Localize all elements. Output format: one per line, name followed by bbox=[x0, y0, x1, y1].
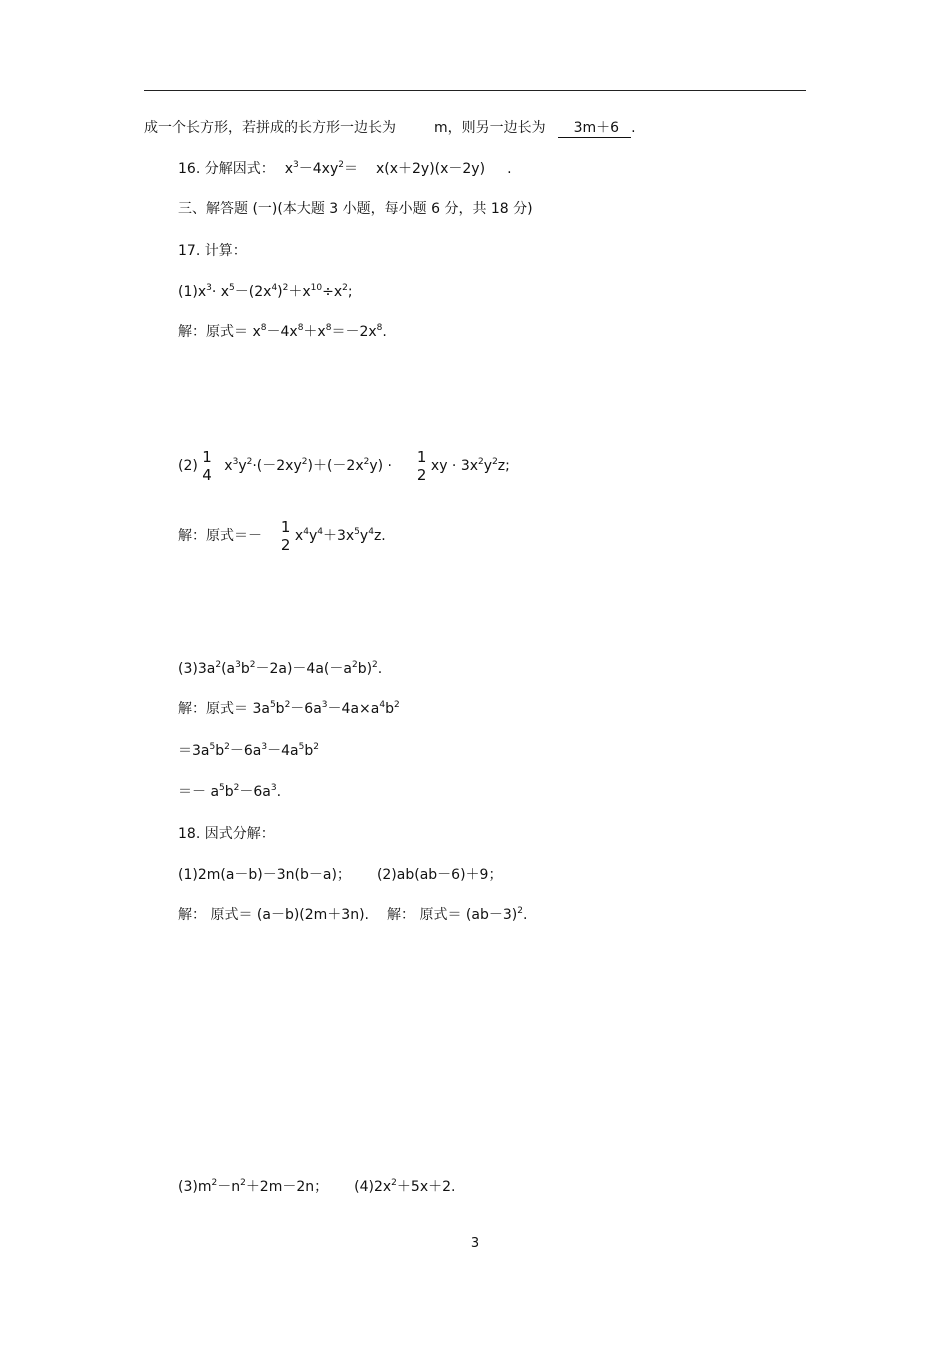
q15-continuation: 成一个长方形，若拼成的长方形一边长为 m，则另一边长为 3m＋6 . bbox=[144, 120, 636, 136]
q16-answer: x(x＋2y)(x－2y) bbox=[375, 161, 486, 177]
fraction-one-half: 1 2 bbox=[280, 518, 291, 554]
q18-parts-3-4: $(3)m^2-n^2+2m-2n$； $(4)2x^2+5x+2$. bbox=[178, 1178, 456, 1195]
q18-solutions-1-2: 解： 原式＝ (a－b)(2m＋3n). 解： 原式＝ $(ab-3)^2$. bbox=[178, 906, 528, 923]
q15-answer: 3m＋6 bbox=[558, 119, 631, 138]
fraction-one-half: 1 2 bbox=[416, 448, 427, 484]
fraction-one-quarter: 1 4 bbox=[202, 448, 212, 484]
q17-part1-solution: 解：原式＝ $x^8-4x^8+x^8=-2x^8$. bbox=[178, 323, 387, 340]
q17-part2: (2) 1 4 $x^3y^2\cdot(-2xy^2)+(-2x^2y)$ · 1 2 xy · $3x^2y^2z$; bbox=[178, 448, 510, 484]
header-rule bbox=[144, 90, 806, 91]
q17-part3: $(3)3a^2(a^3b^2-2a)-4a(-a^2b)^2$. bbox=[178, 660, 383, 677]
q17-part2-solution: 解：原式＝－ 1 2 $x^4y^4+3x^5y^4z$. bbox=[178, 518, 386, 554]
q17-label: 17. 计算： bbox=[178, 243, 247, 259]
page-number: 3 bbox=[470, 1236, 480, 1251]
q17-part1: $(1)x^3\cdot x^5-(2x^4)^2+x^{10}\div x^2$; bbox=[178, 283, 353, 300]
q16: 16. 分解因式： $x^3-4xy^2= x(x+2y)(x-2y)$ . bbox=[178, 160, 512, 177]
q17-part3-solution-3: ＝－ $a^5b^2-6a^3$. bbox=[178, 783, 282, 800]
q17-part3-solution-1: 解：原式＝ $3a^5b^2-6a^3-4a\times a^4b^2$ bbox=[178, 700, 400, 717]
q18-parts-1-2: (1)2m(a－b)－3n(b－a)； (2)ab(ab－6)＋9； bbox=[178, 867, 503, 883]
section-heading: 三、解答题 (一)(本大题 3 小题，每小题 6 分，共 18 分) bbox=[178, 201, 533, 217]
q17-part3-solution-2: $=3a^5b^2-6a^3-4a^5b^2$ bbox=[178, 742, 319, 759]
q18-label: 18. 因式分解： bbox=[178, 826, 275, 842]
